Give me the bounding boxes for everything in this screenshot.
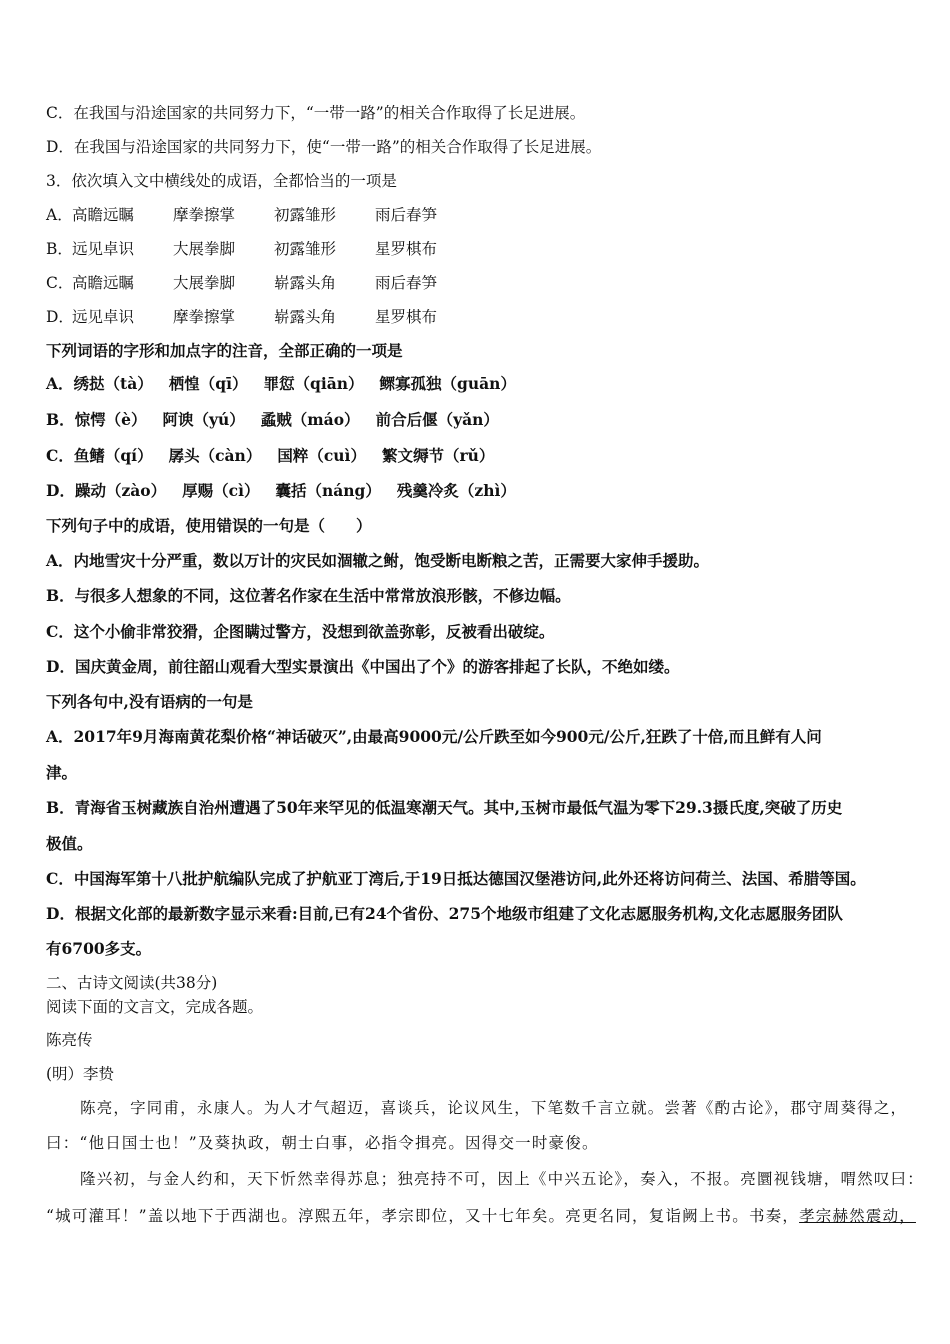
q3-option-a: A．高瞻远瞩 摩拳擦掌 初露雏形 雨后春笋 (46, 206, 438, 224)
q3-option-c: C．高瞻远瞩 大展拳脚 崭露头角 雨后春笋 (46, 274, 438, 292)
q4-option-c: C．鱼鳍（qí） 孱头（càn） 国粹（cuì） 繁文缛节（rǔ） (46, 446, 495, 465)
q6-option-d-line1: D．根据文化部的最新数字显示来看:目前,已有24个省份、275个地级市组建了文化志愿服务机构,文化志愿服务团队 (46, 904, 843, 923)
q5-option-d: D．国庆黄金周，前往韶山观看大型实景演出《中国出了个》的游客排起了长队，不绝如缕。 (46, 657, 680, 676)
q5-option-b: B．与很多人想象的不同，这位著名作家在生活中常常放浪形骸，不修边幅。 (46, 586, 571, 605)
passage-paragraph-2-line2: “城可灌耳！”盖以地下于西湖也。淳熙五年，孝宗即位，又十七年矣。亮更名同，复诣阙上书。书奏，孝宗赫然震动， (46, 1207, 916, 1225)
q4-option-d: D．躁动（zào） 厚赐（cì） 囊括（náng） 残羹冷炙（zhì） (46, 481, 516, 500)
q6-option-d-line2: 有6700多支。 (46, 939, 152, 958)
passage-paragraph-2-line1: 隆兴初，与金人约和，天下忻然幸得苏息；独亮持不可，因上《中兴五论》，奏入，不报。亮圜视钱塘，喟然叹曰： (80, 1170, 924, 1188)
q6-stem: 下列各句中,没有语病的一句是 (46, 692, 253, 711)
passage-title: 陈亮传 (46, 1031, 93, 1049)
q3-stem: 3．依次填入文中横线处的成语，全都恰当的一项是 (46, 172, 397, 190)
q6-option-b-line2: 极值。 (46, 834, 93, 853)
passage-author: (明）李贽 (46, 1065, 115, 1083)
q6-option-c: C．中国海军第十八批护航编队完成了护航亚丁湾后,于19日抵达德国汉堡港访问,此外还将访问荷兰、法国、希腊等国。 (46, 869, 866, 888)
q4-stem: 下列词语的字形和加点字的注音，全部正确的一项是 (46, 341, 403, 360)
q4-option-b: B．惊愕（è） 阿谀（yú） 蟊贼（máo） 前合后偃（yǎn） (46, 410, 499, 429)
q6-option-a-line1: A．2017年9月海南黄花梨价格“神话破灭”,由最高9000元/公斤跌至如今900元/公斤,狂跌了十倍,而且鲜有人问 (46, 727, 822, 746)
q2-option-c: C．在我国与沿途国家的共同努力下，“一带一路”的相关合作取得了长足进展。 (46, 104, 586, 122)
q4-option-a: A．绣挞（tà） 栖惶（qī） 罪愆（qiān） 鳏寡孤独（guān） (46, 374, 516, 393)
q5-stem: 下列句子中的成语，使用错误的一句是（ ） (46, 516, 372, 535)
q5-option-c: C．这个小偷非常狡猾，企图瞒过警方，没想到欲盖弥彰，反被看出破绽。 (46, 622, 555, 641)
passage-paragraph-1-line1: 陈亮，字同甫，永康人。为人才气超迈，喜谈兵，论议风生，下笔数千言立就。尝著《酌古论》，郡守周葵得之， (80, 1099, 908, 1117)
q5-option-a: A．内地雪灾十分严重，数以万计的灾民如涸辙之鲋，饱受断电断粮之苦，正需要大家伸手援助。 (46, 551, 710, 570)
q3-option-b: B．远见卓识 大展拳脚 初露雏形 星罗棋布 (46, 240, 438, 258)
section-heading: 二、古诗文阅读(共38分) (46, 974, 218, 992)
q6-option-b-line1: B．青海省玉树藏族自治州遭遇了50年来罕见的低温寒潮天气。其中,玉树市最低气温为零下29.3摄氏度,突破了历史 (46, 798, 843, 817)
underlined-sentence: 孝宗赫然震动， (799, 1207, 916, 1225)
reading-instruction: 阅读下面的文言文，完成各题。 (46, 998, 264, 1016)
q6-option-a-line2: 津。 (46, 763, 78, 782)
passage-paragraph-1-line2: 曰：“他日国士也！”及葵执政，朝士白事，必指令揖亮。因得交一时豪俊。 (46, 1134, 599, 1152)
q3-option-d: D．远见卓识 摩拳擦掌 崭露头角 星罗棋布 (46, 308, 438, 326)
q2-option-d: D．在我国与沿途国家的共同努力下，使“一带一路”的相关合作取得了长足进展。 (46, 138, 602, 156)
